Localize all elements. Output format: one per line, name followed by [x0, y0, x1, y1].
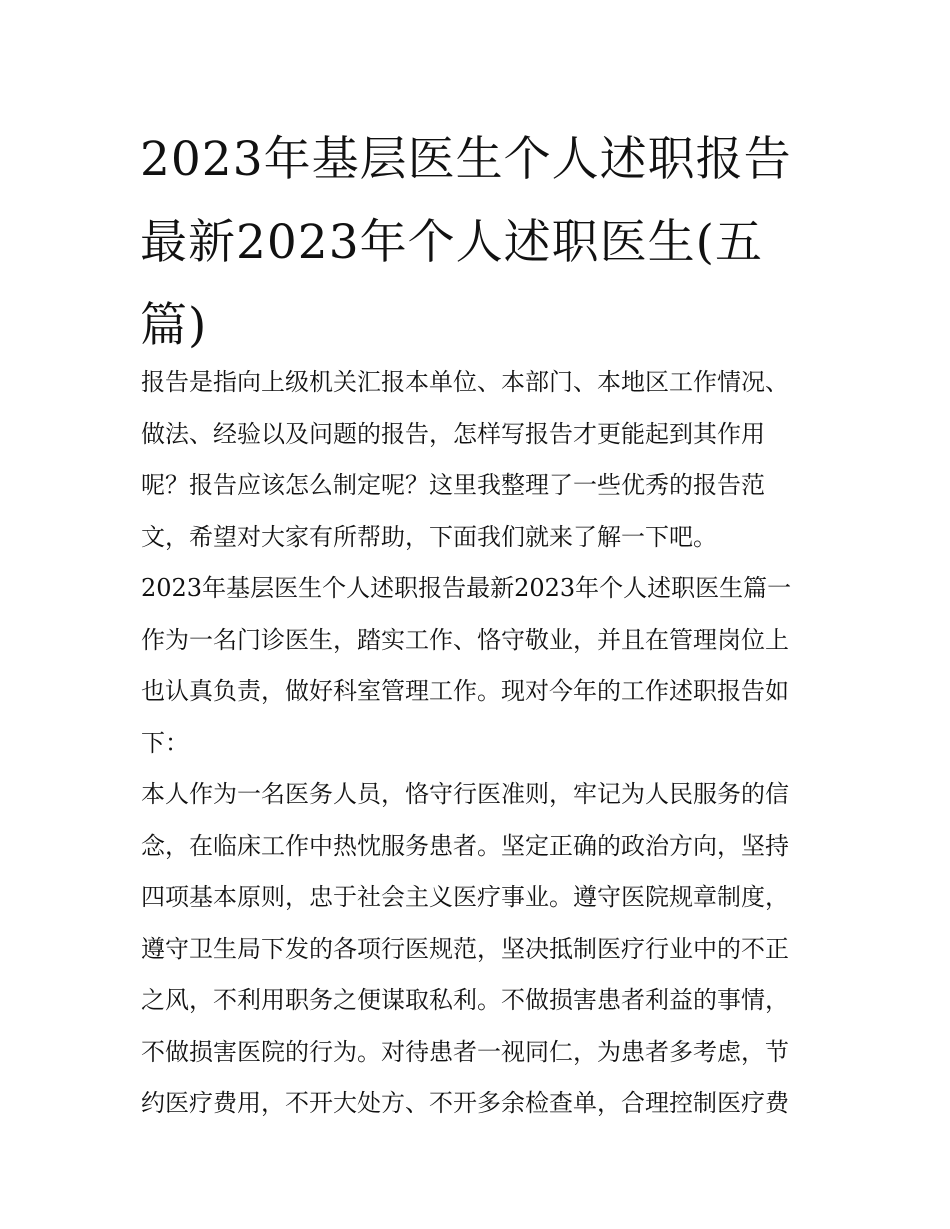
title-line-3: 篇): [140, 298, 208, 353]
title-line-2: 最新2023年个人述职医生(五: [140, 215, 763, 270]
body-line: 作为一名门诊医生，踏实工作、恪守敬业，并且在管理岗位上: [141, 625, 789, 654]
body-line: 下：: [141, 728, 189, 757]
body-line: 遵守卫生局下发的各项行医规范，坚决抵制医疗行业中的不正: [141, 934, 789, 963]
body-line: 本人作为一名医务人员，恪守行医准则，牢记为人民服务的信: [141, 780, 789, 808]
body-line: 四项基本原则，忠于社会主义医疗事业。遵守医院规章制度，: [141, 883, 789, 911]
document-title: [140, 118, 820, 367]
document-body: [141, 357, 821, 1130]
body-line: 之风，不利用职务之便谋取私利。不做损害患者利益的事情，: [141, 986, 789, 1014]
title-line-1: 2023年基层医生个人述职报告: [140, 132, 792, 187]
body-line: 念，在临床工作中热忱服务患者。坚定正确的政治方向，坚持: [141, 831, 789, 860]
section-heading: 2023年基层医生个人述职报告最新2023年个人述职医生篇一: [141, 574, 792, 602]
body-line: 约医疗费用，不开大处方、不开多余检查单，合理控制医疗费: [141, 1089, 789, 1117]
body-line: 也认真负责，做好科室管理工作。现对今年的工作述职报告如: [141, 677, 789, 705]
body-line: 不做损害医院的行为。对待患者一视同仁，为患者多考虑，节: [141, 1037, 789, 1066]
body-line: 文，希望对大家有所帮助，下面我们就来了解一下吧。: [141, 522, 717, 551]
body-line: 呢？报告应该怎么制定呢？这里我整理了一些优秀的报告范: [141, 471, 765, 499]
body-line: 报告是指向上级机关汇报本单位、本部门、本地区工作情况、: [141, 368, 789, 396]
body-line: 做法、经验以及问题的报告，怎样写报告才更能起到其作用: [141, 419, 765, 448]
